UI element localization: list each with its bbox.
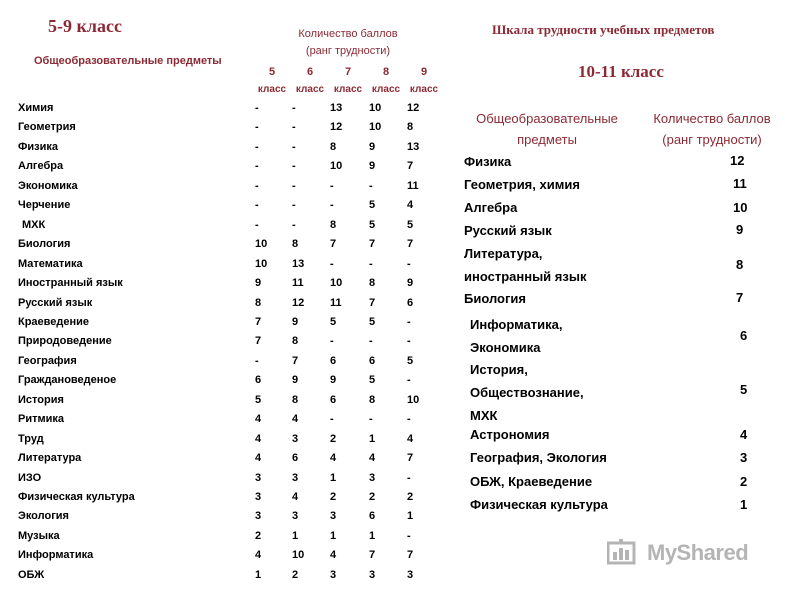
score-cell: 6 <box>330 354 337 367</box>
score-cell: 1 <box>330 471 337 484</box>
score-cell: 9 <box>292 315 299 328</box>
score-value: 8 <box>736 257 744 272</box>
subject-name: ИЗО <box>18 471 42 484</box>
subject-name-line: Литература, <box>464 246 543 261</box>
subject-name: Химия <box>18 102 54 114</box>
grade-label: класс <box>257 84 287 95</box>
score-cell: - <box>255 179 259 192</box>
subject-name-line: МХК <box>470 408 498 423</box>
score-cell: 1 <box>369 529 376 542</box>
table-row <box>0 355 440 374</box>
score-cell: 4 <box>330 452 337 465</box>
score-cell: 1 <box>407 510 414 523</box>
subject-name <box>470 423 550 446</box>
subject-name: Иностранный язык <box>18 277 123 290</box>
grade-number: 5 <box>268 66 276 78</box>
subject-name-line: Астрономия <box>470 427 550 442</box>
watermark-logo <box>607 536 767 572</box>
score-cell: 1 <box>292 529 299 542</box>
subject-name: Физическая культура <box>18 491 135 503</box>
score-cell: - <box>369 335 373 348</box>
score-cell: 7 <box>407 160 414 173</box>
subject-name: Русский язык <box>18 296 93 309</box>
score-cell: 2 <box>292 568 299 581</box>
left-score-header-line1: Количество баллов <box>298 28 398 40</box>
subject-name: ОБЖ <box>18 568 45 581</box>
table-row <box>0 472 440 491</box>
score-cell: 9 <box>255 277 262 290</box>
table-row <box>0 510 440 529</box>
score-cell: 5 <box>369 199 376 212</box>
score-cell: 9 <box>407 277 414 290</box>
grade-number: 6 <box>306 66 314 78</box>
presentation-icon <box>607 539 637 567</box>
score-cell: 5 <box>330 315 337 328</box>
score-cell: - <box>407 529 411 542</box>
table-row <box>0 452 440 471</box>
table-row <box>0 316 440 335</box>
score-cell: 11 <box>407 179 419 192</box>
subject-name: Природоведение <box>18 335 112 348</box>
score-cell: 10 <box>369 121 382 134</box>
score-cell: 2 <box>330 432 337 445</box>
subject-name <box>464 196 517 219</box>
left-grade-title: 5-9 класс <box>48 16 122 36</box>
right-subjects-header-line1: Общеобразовательные <box>476 111 618 126</box>
score-cell: 6 <box>407 296 414 309</box>
subject-name-line: Русский язык <box>464 223 552 238</box>
score-cell: - <box>369 179 373 192</box>
subject-name: МХК <box>22 218 46 231</box>
right-score-header-line2: (ранг трудности) <box>662 132 762 147</box>
score-cell: 5 <box>369 315 376 328</box>
subject-name <box>464 150 511 173</box>
score-cell: 1 <box>369 432 376 445</box>
table-row <box>0 121 440 140</box>
score-cell: 7 <box>330 238 337 251</box>
score-cell: - <box>292 179 296 192</box>
score-cell: 10 <box>292 549 305 562</box>
score-cell: 6 <box>330 393 337 406</box>
score-cell: 6 <box>369 354 376 367</box>
score-cell: 7 <box>407 452 414 465</box>
grade-number: 9 <box>420 66 428 78</box>
table-row <box>0 374 440 393</box>
table-row <box>0 394 440 413</box>
score-value: 4 <box>740 427 748 442</box>
subject-name-line: Физика <box>464 154 512 169</box>
subject-name <box>464 242 586 288</box>
score-cell: 7 <box>292 354 299 367</box>
subject-name <box>470 446 607 469</box>
score-cell: 4 <box>292 413 299 426</box>
table-row <box>0 413 440 432</box>
subject-name-line: Обществознание, <box>470 385 584 400</box>
score-cell: 5 <box>369 374 376 387</box>
right-title: Шкала трудности учебных предметов <box>492 22 715 37</box>
table-row <box>0 491 440 510</box>
score-cell: 1 <box>255 568 262 581</box>
table-row <box>0 160 440 179</box>
score-cell: 4 <box>330 549 337 562</box>
score-cell: 8 <box>255 296 262 309</box>
watermark-text: MyShared <box>647 540 749 565</box>
table-row <box>0 569 440 588</box>
right-subjects-header <box>462 108 632 150</box>
score-cell: 5 <box>407 218 414 231</box>
score-cell: 5 <box>407 354 414 367</box>
subject-name: Математика <box>18 257 83 270</box>
score-cell: - <box>255 354 259 367</box>
score-cell: 7 <box>255 315 262 328</box>
score-cell: 6 <box>255 374 262 387</box>
score-cell: - <box>255 121 259 134</box>
score-value: 9 <box>736 222 744 237</box>
right-grade-title: 10-11 класс <box>578 62 664 81</box>
subject-name-line: Экономика <box>470 340 541 355</box>
score-cell: 3 <box>330 510 337 523</box>
score-cell: - <box>369 257 373 270</box>
table-row <box>0 180 440 199</box>
score-cell: 2 <box>369 491 376 503</box>
subject-name: Музыка <box>18 529 60 542</box>
score-cell: 7 <box>407 238 414 251</box>
table-row <box>0 238 440 257</box>
score-cell: 13 <box>330 102 343 114</box>
score-cell: - <box>292 199 296 212</box>
score-cell: 8 <box>369 277 376 290</box>
score-cell: - <box>330 179 334 192</box>
score-cell: 4 <box>255 452 262 465</box>
score-cell: - <box>292 121 296 134</box>
grade-label: класс <box>371 84 401 95</box>
table-row <box>0 433 440 452</box>
score-cell: 3 <box>255 491 262 503</box>
score-cell: 13 <box>292 257 305 270</box>
subject-name: Экология <box>18 510 69 523</box>
score-cell: 5 <box>255 393 262 406</box>
right-score-header <box>645 108 779 150</box>
score-cell: 9 <box>330 374 337 387</box>
score-cell: - <box>255 199 259 212</box>
score-cell: 8 <box>369 393 376 406</box>
score-cell: - <box>407 413 411 426</box>
score-cell: - <box>330 257 334 270</box>
table-row <box>0 530 440 549</box>
score-cell: - <box>292 140 296 153</box>
subject-name: Физика <box>18 140 59 153</box>
score-cell: 3 <box>255 510 262 523</box>
subject-name: Труд <box>18 432 44 445</box>
score-cell: - <box>407 315 411 328</box>
score-cell: 8 <box>330 140 337 153</box>
subject-name: География <box>18 354 77 367</box>
score-cell: 10 <box>255 257 268 270</box>
subject-name <box>470 358 584 427</box>
score-cell: - <box>255 102 259 114</box>
score-cell: 8 <box>292 238 299 251</box>
score-cell: 4 <box>407 199 414 212</box>
score-cell: 2 <box>407 491 414 503</box>
score-cell: - <box>255 218 259 231</box>
score-cell: 2 <box>255 529 262 542</box>
score-value: 5 <box>740 382 748 397</box>
score-cell: 3 <box>292 510 299 523</box>
subject-name-line: География, Экология <box>470 450 607 465</box>
grade-label: класс <box>333 84 363 95</box>
score-cell: - <box>330 413 334 426</box>
grade-label: класс <box>295 84 325 95</box>
score-cell: - <box>407 374 411 387</box>
score-cell: 5 <box>369 218 376 231</box>
score-cell: - <box>330 335 334 348</box>
score-cell: 12 <box>407 102 420 114</box>
score-cell: 3 <box>369 568 376 581</box>
score-cell: 11 <box>292 277 304 290</box>
score-value: 6 <box>740 328 748 343</box>
score-cell: - <box>330 199 334 212</box>
score-value: 2 <box>740 474 748 489</box>
score-cell: 8 <box>292 393 299 406</box>
score-cell: 10 <box>330 160 343 173</box>
score-cell: 9 <box>369 160 376 173</box>
score-cell: 7 <box>369 296 376 309</box>
score-cell: - <box>292 160 296 173</box>
subject-name <box>470 313 563 359</box>
subject-name: Биология <box>18 238 71 251</box>
subject-name-line: ОБЖ, Краеведение <box>470 474 593 489</box>
grade-label: класс <box>409 84 439 95</box>
score-cell: 10 <box>369 102 382 114</box>
score-value: 3 <box>740 450 748 465</box>
table-row <box>0 258 440 277</box>
subject-name <box>464 287 526 310</box>
right-subjects-header-line2: предметы <box>517 132 577 147</box>
subject-name-line: иностранный язык <box>464 269 587 284</box>
score-cell: - <box>407 335 411 348</box>
score-cell: 2 <box>330 491 337 503</box>
score-cell: - <box>292 218 296 231</box>
score-cell: - <box>255 140 259 153</box>
score-cell: - <box>255 160 259 173</box>
score-cell: - <box>407 257 411 270</box>
table-row <box>0 297 440 316</box>
subject-name <box>464 219 552 242</box>
score-cell: 3 <box>330 568 337 581</box>
grade-number: 7 <box>344 66 352 78</box>
score-cell: 12 <box>292 296 305 309</box>
subject-name-line: Информатика, <box>470 317 563 332</box>
subject-name-line: История, <box>470 362 528 377</box>
table-row <box>0 199 440 218</box>
subject-name-line: Физическая культура <box>470 497 608 512</box>
subject-name-line: Геометрия, химия <box>464 177 580 192</box>
table-row <box>0 102 440 121</box>
subject-name-line: Биология <box>464 291 526 306</box>
subject-name: Алгебра <box>18 160 64 173</box>
score-cell: - <box>292 102 296 114</box>
score-cell: 3 <box>292 432 299 445</box>
score-cell: 3 <box>255 471 262 484</box>
score-value: 10 <box>733 200 748 215</box>
score-cell: 3 <box>369 471 376 484</box>
score-cell: 4 <box>369 452 376 465</box>
score-cell: 7 <box>369 238 376 251</box>
subject-name: Информатика <box>18 549 94 562</box>
score-cell: 8 <box>407 121 414 134</box>
subject-name: Черчение <box>18 199 71 212</box>
score-cell: 6 <box>369 510 376 523</box>
score-cell: 4 <box>255 432 262 445</box>
score-cell: 4 <box>407 432 414 445</box>
score-value: 1 <box>740 497 748 512</box>
table-row <box>0 219 440 238</box>
score-cell: 9 <box>292 374 299 387</box>
score-cell: 4 <box>255 549 262 562</box>
left-score-header <box>278 26 418 60</box>
subject-name: Краеведение <box>18 315 90 328</box>
score-cell: 4 <box>292 491 299 503</box>
score-value: 11 <box>733 176 747 191</box>
score-cell: 11 <box>330 296 342 309</box>
subject-name <box>464 173 580 196</box>
subject-name: История <box>18 393 64 406</box>
subject-name-line: Алгебра <box>464 200 518 215</box>
subject-name: Геометрия <box>18 121 76 134</box>
score-cell: 3 <box>407 568 414 581</box>
score-cell: - <box>369 413 373 426</box>
left-score-header-line2: (ранг трудности) <box>305 45 391 57</box>
score-cell: 12 <box>330 121 343 134</box>
score-value: 7 <box>736 290 744 305</box>
score-cell: 8 <box>330 218 337 231</box>
subject-name: Экономика <box>18 179 78 192</box>
score-cell: 10 <box>330 277 343 290</box>
grade-number: 8 <box>382 66 390 78</box>
left-subjects-header: Общеобразовательные предметы <box>34 55 222 67</box>
score-cell: 7 <box>255 335 262 348</box>
score-cell: 3 <box>292 471 299 484</box>
subject-name: Литература <box>18 452 82 465</box>
score-cell: 1 <box>330 529 337 542</box>
score-value: 12 <box>730 153 745 168</box>
score-cell: 9 <box>369 140 376 153</box>
score-cell: 10 <box>407 393 420 406</box>
table-row <box>0 277 440 296</box>
table-row <box>0 335 440 354</box>
subject-name: Ритмика <box>18 413 65 426</box>
table-row <box>0 549 440 568</box>
score-cell: 13 <box>407 140 420 153</box>
score-cell: 8 <box>292 335 299 348</box>
score-cell: 6 <box>292 452 299 465</box>
table-row <box>0 141 440 160</box>
score-cell: 10 <box>255 238 268 251</box>
subject-name <box>470 493 608 516</box>
score-cell: - <box>407 471 411 484</box>
score-cell: 4 <box>255 413 262 426</box>
subject-name <box>470 470 592 493</box>
subject-name: Граждановеденое <box>18 374 117 387</box>
score-cell: 7 <box>369 549 376 562</box>
right-score-header-line1: Количество баллов <box>653 111 771 126</box>
score-cell: 7 <box>407 549 414 562</box>
